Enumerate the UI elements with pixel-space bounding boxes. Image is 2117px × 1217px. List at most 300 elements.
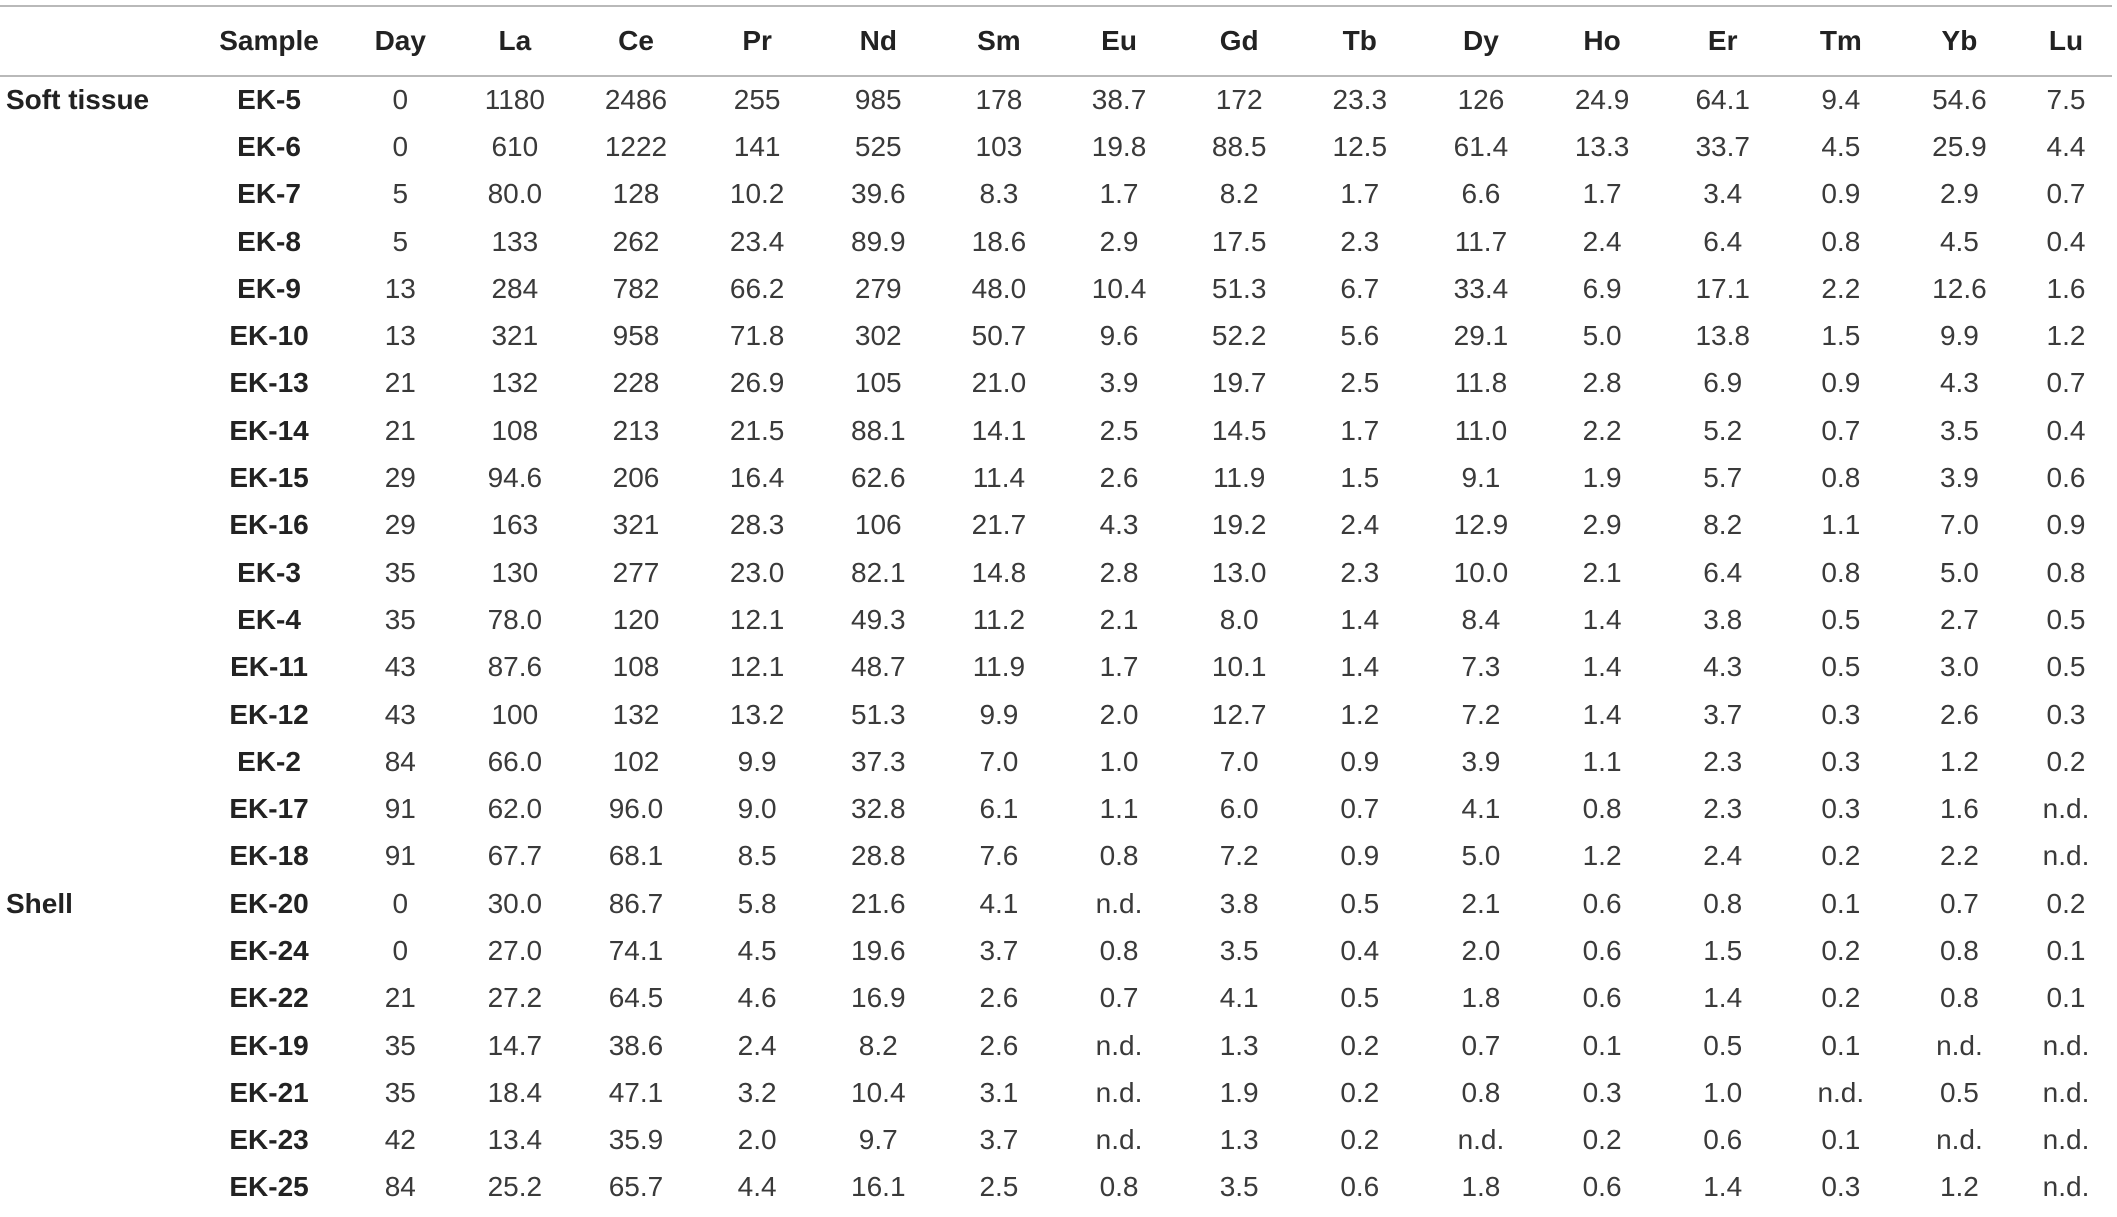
sample-id: EK-6	[237, 130, 301, 162]
cell-tm: 0.2	[1821, 840, 1861, 872]
cell-tb: 2.3	[1340, 225, 1380, 257]
cell-pr: 12.1	[729, 603, 785, 635]
cell-ho: 1.4	[1582, 651, 1622, 683]
cell-la: 108	[491, 414, 539, 446]
cell-tb: 1.7	[1340, 414, 1380, 446]
cell-tb: 1.7	[1340, 178, 1380, 210]
group-label	[0, 549, 192, 596]
cell-nd: 279	[854, 272, 902, 304]
cell-yb: 0.8	[1939, 982, 1979, 1014]
cell-ho: 1.4	[1582, 603, 1622, 635]
cell-sm: 7.0	[979, 745, 1019, 777]
cell-ce: 782	[612, 272, 660, 304]
table-row	[0, 1069, 2112, 1116]
column-header-sm: Sm	[939, 6, 1059, 76]
cell-er: 0.6	[1703, 1124, 1743, 1156]
cell-sm: 8.3	[979, 178, 1019, 210]
cell-lu: 1.6	[2046, 272, 2086, 304]
cell-ce: 102	[612, 745, 660, 777]
cell-la: 100	[491, 698, 539, 730]
cell-er: 13.8	[1695, 320, 1750, 352]
cell-la: 67.7	[487, 840, 543, 872]
column-header-dy: Dy	[1420, 6, 1541, 76]
cell-sm: 3.1	[979, 1076, 1019, 1108]
cell-pr: 28.3	[729, 509, 785, 541]
cell-la: 610	[491, 130, 539, 162]
cell-er: 0.8	[1703, 887, 1743, 919]
column-header-lu: Lu	[2020, 6, 2112, 76]
cell-dy: 29.1	[1453, 320, 1509, 352]
column-header-tb: Tb	[1299, 6, 1420, 76]
cell-ce: 2486	[604, 84, 668, 116]
cell-eu: 3.9	[1099, 367, 1139, 399]
cell-la: 80.0	[487, 178, 543, 210]
column-header-sample: Sample	[192, 6, 346, 76]
sample-id: EK-23	[229, 1124, 309, 1156]
cell-nd: 28.8	[851, 840, 906, 872]
cell-eu: 0.7	[1099, 982, 1139, 1014]
cell-ce: 108	[612, 651, 660, 683]
cell-ho: 6.9	[1582, 272, 1622, 304]
cell-sm: 4.1	[979, 887, 1019, 919]
cell-pr: 12.1	[729, 651, 785, 683]
cell-pr: 23.4	[729, 225, 785, 257]
cell-tb: 6.7	[1340, 272, 1380, 304]
cell-ho: 24.9	[1574, 84, 1630, 116]
cell-ce: 38.6	[608, 1029, 664, 1061]
cell-pr: 9.9	[737, 745, 777, 777]
cell-er: 1.0	[1703, 1076, 1743, 1108]
day-value: 5	[392, 225, 409, 257]
cell-yb: 2.2	[1939, 840, 1979, 872]
cell-gd: 3.5	[1219, 934, 1259, 966]
cell-dy: 33.4	[1453, 272, 1509, 304]
cell-dy: 2.0	[1461, 934, 1501, 966]
cell-eu: 1.1	[1099, 793, 1139, 825]
group-label	[0, 123, 192, 170]
group-label	[0, 312, 192, 359]
cell-ho: 0.2	[1582, 1124, 1622, 1156]
table-row	[0, 360, 2112, 407]
cell-tm: 0.1	[1821, 1124, 1861, 1156]
cell-tb: 0.2	[1340, 1029, 1380, 1061]
cell-tm: 0.9	[1821, 367, 1861, 399]
cell-yb: n.d.	[1936, 1124, 1983, 1156]
group-label	[0, 407, 192, 454]
cell-yb: 3.5	[1939, 414, 1979, 446]
cell-yb: 9.9	[1939, 320, 1979, 352]
day-value: 13	[384, 272, 416, 304]
sample-id: EK-24	[229, 934, 309, 966]
cell-er: 33.7	[1695, 130, 1750, 162]
cell-gd: 14.5	[1211, 414, 1267, 446]
cell-la: 94.6	[487, 462, 543, 494]
cell-tb: 0.7	[1340, 793, 1380, 825]
cell-tb: 0.2	[1340, 1124, 1380, 1156]
sample-id: EK-22	[229, 982, 309, 1014]
cell-sm: 103	[975, 130, 1023, 162]
cell-nd: 106	[854, 509, 902, 541]
table-row	[0, 1164, 2112, 1211]
cell-tm: 0.8	[1821, 462, 1861, 494]
cell-yb: 7.0	[1939, 509, 1979, 541]
cell-lu: 0.7	[2046, 367, 2086, 399]
cell-tm: 0.1	[1821, 1029, 1861, 1061]
cell-lu: 0.5	[2046, 651, 2086, 683]
cell-la: 321	[491, 320, 539, 352]
cell-lu: 0.9	[2046, 509, 2086, 541]
cell-gd: 4.1	[1219, 982, 1259, 1014]
group-label	[0, 975, 192, 1022]
cell-gd: 8.2	[1219, 178, 1259, 210]
cell-la: 284	[491, 272, 539, 304]
cell-pr: 5.8	[737, 887, 777, 919]
cell-tb: 0.2	[1340, 1076, 1380, 1108]
cell-tb: 2.5	[1340, 367, 1380, 399]
cell-la: 14.7	[487, 1029, 543, 1061]
day-value: 42	[384, 1124, 416, 1156]
cell-tb: 0.9	[1340, 840, 1380, 872]
cell-er: 4.3	[1703, 651, 1743, 683]
cell-ce: 65.7	[608, 1171, 664, 1203]
cell-ho: 0.3	[1582, 1076, 1622, 1108]
cell-lu: 0.4	[2046, 225, 2086, 257]
cell-lu: 1.2	[2046, 320, 2086, 352]
cell-ce: 277	[612, 556, 660, 588]
cell-pr: 141	[733, 130, 781, 162]
day-value: 91	[384, 793, 416, 825]
table-row	[0, 880, 2112, 927]
cell-dy: n.d.	[1457, 1124, 1505, 1156]
day-value: 21	[384, 367, 416, 399]
cell-tb: 2.4	[1340, 509, 1380, 541]
day-value: 21	[384, 414, 416, 446]
cell-eu: 2.1	[1099, 603, 1139, 635]
cell-tb: 0.4	[1340, 934, 1380, 966]
day-value: 29	[384, 509, 416, 541]
cell-ho: 1.9	[1582, 462, 1622, 494]
group-label	[0, 785, 192, 832]
cell-gd: 3.8	[1219, 887, 1259, 919]
cell-ho: 5.0	[1582, 320, 1622, 352]
cell-gd: 19.2	[1211, 509, 1267, 541]
cell-pr: 255	[733, 84, 781, 116]
cell-ce: 321	[612, 509, 660, 541]
cell-sm: 7.6	[979, 840, 1019, 872]
cell-pr: 3.2	[737, 1076, 777, 1108]
day-value: 13	[384, 320, 416, 352]
cell-dy: 4.1	[1461, 793, 1501, 825]
cell-yb: 25.9	[1932, 130, 1987, 162]
cell-tm: 1.1	[1821, 509, 1861, 541]
cell-tb: 12.5	[1332, 130, 1388, 162]
cell-lu: 0.7	[2046, 178, 2086, 210]
cell-er: 3.7	[1703, 698, 1743, 730]
cell-er: 6.4	[1703, 225, 1743, 257]
sample-id: EK-8	[237, 225, 301, 257]
cell-eu: 0.8	[1099, 1171, 1139, 1203]
cell-eu: 2.0	[1099, 698, 1139, 730]
cell-sm: 2.6	[979, 1029, 1019, 1061]
table-row	[0, 1022, 2112, 1069]
cell-ce: 228	[612, 367, 660, 399]
cell-la: 130	[491, 556, 539, 588]
cell-sm: 3.7	[979, 934, 1019, 966]
column-header-day: Day	[346, 6, 454, 76]
sample-id: EK-7	[237, 178, 301, 210]
cell-sm: 11.9	[972, 651, 1026, 683]
cell-pr: 16.4	[729, 462, 785, 494]
cell-dy: 11.0	[1454, 414, 1508, 446]
cell-ce: 132	[612, 698, 660, 730]
cell-eu: 4.3	[1099, 509, 1139, 541]
cell-sm: 18.6	[971, 225, 1027, 257]
cell-lu: n.d.	[2042, 1171, 2090, 1203]
cell-er: 8.2	[1703, 509, 1743, 541]
cell-tm: 1.5	[1821, 320, 1861, 352]
cell-dy: 5.0	[1461, 840, 1501, 872]
cell-sm: 178	[975, 84, 1023, 116]
cell-pr: 71.8	[729, 320, 785, 352]
cell-ho: 2.4	[1582, 225, 1622, 257]
cell-eu: 1.7	[1099, 178, 1139, 210]
cell-yb: 4.3	[1939, 367, 1979, 399]
cell-eu: 2.6	[1099, 462, 1139, 494]
cell-gd: 10.1	[1211, 651, 1267, 683]
cell-la: 18.4	[487, 1076, 543, 1108]
sample-id: EK-13	[229, 367, 309, 399]
cell-eu: n.d.	[1095, 1124, 1143, 1156]
cell-nd: 525	[854, 130, 902, 162]
cell-ce: 958	[612, 320, 660, 352]
cell-nd: 10.4	[851, 1076, 906, 1108]
cell-yb: 3.9	[1939, 462, 1979, 494]
cell-er: 2.4	[1703, 840, 1743, 872]
day-value: 21	[384, 982, 416, 1014]
table-row	[0, 76, 2112, 123]
cell-dy: 11.7	[1454, 225, 1508, 257]
cell-ho: 1.7	[1582, 178, 1622, 210]
cell-nd: 88.1	[851, 414, 906, 446]
cell-er: 1.5	[1703, 934, 1743, 966]
sample-id: EK-2	[237, 745, 301, 777]
cell-nd: 51.3	[851, 698, 906, 730]
cell-nd: 302	[854, 320, 902, 352]
group-label	[0, 1117, 192, 1164]
cell-gd: 172	[1215, 84, 1263, 116]
cell-pr: 2.4	[737, 1029, 777, 1061]
cell-eu: n.d.	[1095, 1076, 1143, 1108]
cell-yb: 1.2	[1939, 745, 1979, 777]
cell-dy: 7.3	[1461, 651, 1501, 683]
table-row	[0, 218, 2112, 265]
cell-tb: 1.4	[1340, 651, 1380, 683]
cell-ce: 74.1	[608, 934, 664, 966]
cell-sm: 48.0	[971, 272, 1027, 304]
cell-er: 64.1	[1695, 84, 1750, 116]
cell-pr: 4.5	[737, 934, 777, 966]
cell-nd: 16.9	[851, 982, 906, 1014]
cell-gd: 1.9	[1219, 1076, 1259, 1108]
table-row	[0, 407, 2112, 454]
day-value: 91	[384, 840, 416, 872]
cell-lu: 0.1	[2046, 982, 2086, 1014]
cell-yb: 1.6	[1939, 793, 1979, 825]
sample-id: EK-15	[229, 462, 309, 494]
group-label	[0, 927, 192, 974]
cell-ce: 86.7	[608, 887, 664, 919]
cell-tm: 0.3	[1821, 793, 1861, 825]
ree-concentration-table	[0, 5, 2112, 1211]
day-value: 35	[384, 556, 416, 588]
sample-id: EK-25	[229, 1171, 309, 1203]
table-row	[0, 502, 2112, 549]
sample-id: EK-4	[237, 603, 301, 635]
cell-er: 2.3	[1703, 793, 1743, 825]
sample-id: EK-14	[229, 414, 309, 446]
cell-yb: 4.5	[1939, 225, 1979, 257]
cell-dy: 0.8	[1461, 1076, 1501, 1108]
cell-la: 87.6	[487, 651, 543, 683]
day-value: 0	[392, 130, 409, 162]
cell-nd: 82.1	[851, 556, 906, 588]
cell-ce: 47.1	[608, 1076, 664, 1108]
cell-pr: 2.0	[737, 1124, 777, 1156]
table-body	[0, 76, 2112, 1211]
sample-id: EK-9	[237, 272, 301, 304]
cell-yb: 1.2	[1939, 1171, 1979, 1203]
column-header-pr: Pr	[697, 6, 818, 76]
cell-gd: 7.2	[1219, 840, 1259, 872]
cell-tb: 0.9	[1340, 745, 1380, 777]
cell-ce: 1222	[604, 130, 668, 162]
cell-dy: 0.7	[1461, 1029, 1501, 1061]
cell-lu: 0.4	[2046, 414, 2086, 446]
cell-la: 1180	[484, 84, 545, 116]
day-value: 43	[384, 698, 416, 730]
cell-ce: 96.0	[608, 793, 664, 825]
cell-tm: 0.8	[1821, 225, 1861, 257]
day-value: 35	[384, 1076, 416, 1108]
day-value: 0	[392, 84, 409, 116]
group-label	[0, 596, 192, 643]
cell-dy: 11.8	[1454, 367, 1508, 399]
cell-tm: 9.4	[1821, 84, 1861, 116]
day-value: 0	[392, 934, 409, 966]
sample-id: EK-16	[229, 509, 309, 541]
cell-dy: 3.9	[1461, 745, 1501, 777]
cell-er: 0.5	[1703, 1029, 1743, 1061]
cell-dy: 12.9	[1453, 509, 1509, 541]
cell-sm: 11.2	[972, 603, 1026, 635]
cell-yb: 0.5	[1939, 1076, 1979, 1108]
table-row	[0, 785, 2112, 832]
cell-pr: 10.2	[729, 178, 785, 210]
cell-dy: 1.8	[1461, 1171, 1501, 1203]
cell-pr: 13.2	[729, 698, 785, 730]
cell-lu: n.d.	[2042, 793, 2090, 825]
cell-gd: 8.0	[1219, 603, 1259, 635]
sample-id: EK-21	[229, 1076, 309, 1108]
cell-lu: 0.5	[2046, 603, 2086, 635]
cell-eu: n.d.	[1095, 1029, 1143, 1061]
cell-tb: 0.5	[1340, 982, 1380, 1014]
cell-gd: 1.3	[1219, 1124, 1259, 1156]
group-label: Shell	[6, 887, 73, 919]
column-header-nd: Nd	[818, 6, 939, 76]
cell-sm: 9.9	[979, 698, 1019, 730]
cell-tm: 2.2	[1821, 272, 1861, 304]
cell-dy: 2.1	[1461, 887, 1501, 919]
sample-id: EK-19	[229, 1029, 309, 1061]
cell-er: 5.2	[1703, 414, 1743, 446]
cell-eu: 2.8	[1099, 556, 1139, 588]
cell-dy: 8.4	[1461, 603, 1501, 635]
table-row	[0, 927, 2112, 974]
cell-er: 6.9	[1703, 367, 1743, 399]
cell-pr: 23.0	[729, 556, 785, 588]
sample-id: EK-5	[237, 84, 301, 116]
cell-gd: 88.5	[1211, 130, 1267, 162]
cell-ho: 1.2	[1582, 840, 1622, 872]
cell-pr: 9.0	[737, 793, 777, 825]
cell-nd: 21.6	[851, 887, 906, 919]
cell-eu: 10.4	[1091, 272, 1147, 304]
cell-dy: 126	[1457, 84, 1505, 116]
cell-sm: 50.7	[971, 320, 1027, 352]
group-label	[0, 691, 192, 738]
table-row	[0, 171, 2112, 218]
cell-ce: 68.1	[608, 840, 664, 872]
column-header-yb: Yb	[1899, 6, 2020, 76]
cell-ho: 0.1	[1582, 1029, 1622, 1061]
cell-nd: 89.9	[851, 225, 906, 257]
cell-nd: 32.8	[851, 793, 906, 825]
group-label	[0, 644, 192, 691]
cell-gd: 12.7	[1211, 698, 1267, 730]
sample-id: EK-12	[229, 698, 309, 730]
cell-dy: 1.8	[1461, 982, 1501, 1014]
cell-la: 25.2	[487, 1171, 543, 1203]
cell-tm: 0.3	[1821, 745, 1861, 777]
cell-gd: 11.9	[1212, 462, 1266, 494]
cell-tm: n.d.	[1817, 1076, 1865, 1108]
cell-er: 6.4	[1703, 556, 1743, 588]
group-label	[0, 1164, 192, 1211]
cell-sm: 2.6	[979, 982, 1019, 1014]
cell-nd: 105	[854, 367, 902, 399]
table-row	[0, 549, 2112, 596]
day-value: 43	[384, 651, 416, 683]
cell-tm: 0.8	[1821, 556, 1861, 588]
cell-tb: 23.3	[1332, 84, 1388, 116]
cell-sm: 14.8	[971, 556, 1027, 588]
cell-nd: 9.7	[858, 1124, 898, 1156]
cell-yb: 12.6	[1932, 272, 1987, 304]
group-label	[0, 265, 192, 312]
cell-tm: 0.7	[1821, 414, 1861, 446]
cell-tm: 0.1	[1821, 887, 1861, 919]
cell-la: 30.0	[487, 887, 543, 919]
group-label	[0, 1069, 192, 1116]
cell-gd: 17.5	[1211, 225, 1267, 257]
cell-eu: 9.6	[1099, 320, 1139, 352]
cell-er: 2.3	[1703, 745, 1743, 777]
cell-er: 3.8	[1703, 603, 1743, 635]
cell-pr: 4.6	[737, 982, 777, 1014]
cell-gd: 7.0	[1219, 745, 1259, 777]
cell-tm: 0.2	[1821, 934, 1861, 966]
